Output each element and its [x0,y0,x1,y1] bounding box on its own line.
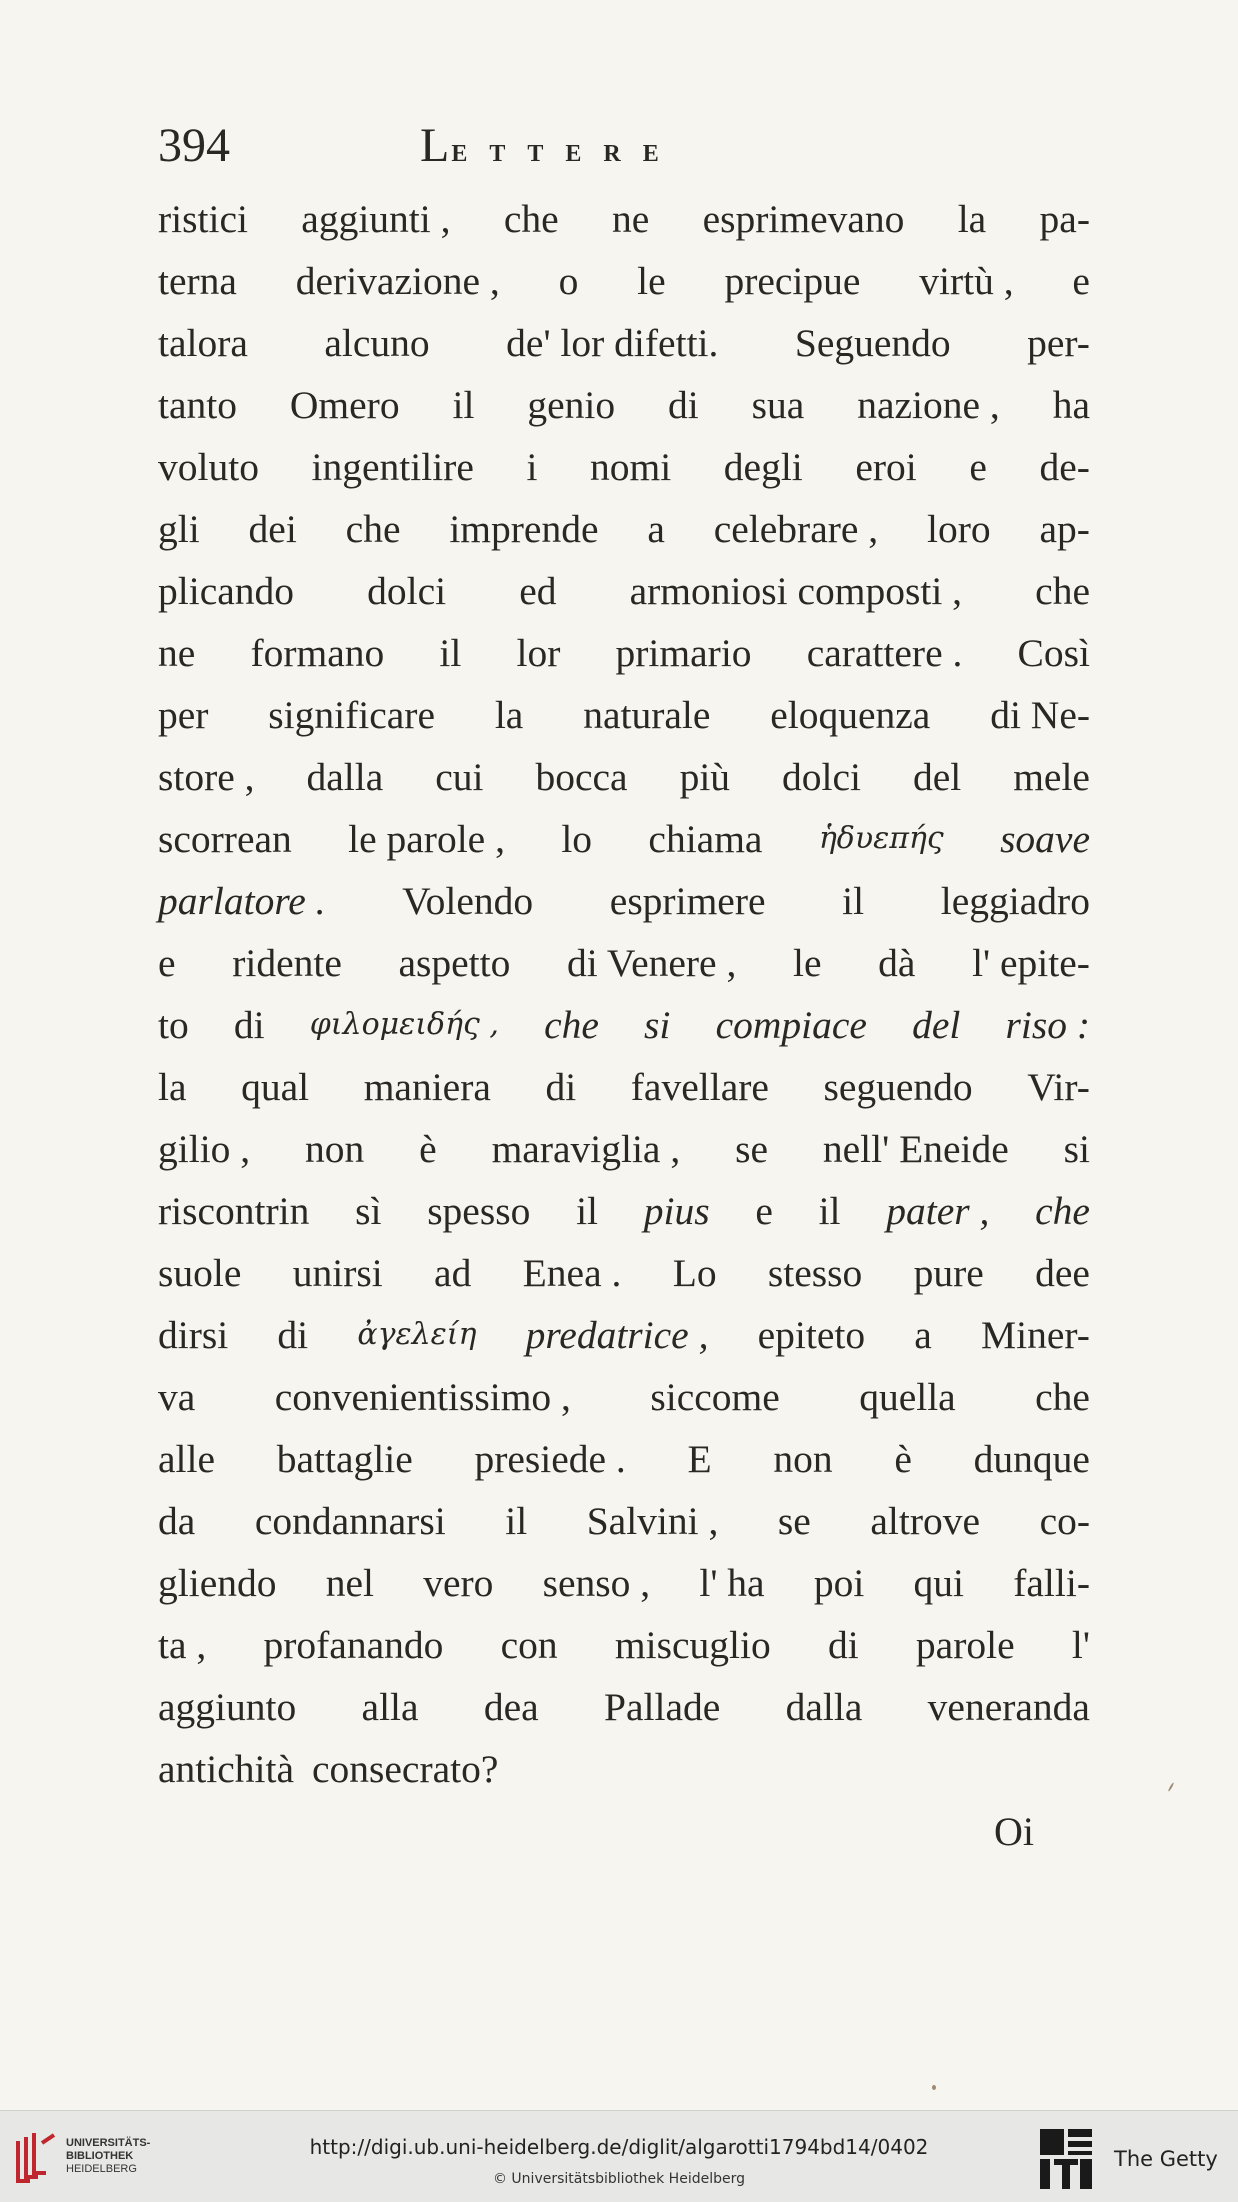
text-word: profanando [263,1623,444,1667]
text-word: maraviglia , [491,1127,681,1171]
text-word: celebrare , [713,507,879,551]
text-word: condannarsi [254,1499,446,1543]
text-line [158,932,1090,994]
text-word: ap- [1039,507,1090,551]
text-word: e [1072,259,1090,303]
text-word: nazione , [857,383,1000,427]
text-word: co- [1039,1499,1090,1543]
text-word: seguendo [823,1065,973,1109]
text-word: ne [158,631,196,675]
text-word: non [305,1127,365,1171]
text-word: o [558,259,579,303]
catchword: Oi [994,1809,1034,1854]
text-line [158,1738,1090,1800]
text-word: ta , [158,1623,207,1667]
permalink-url[interactable]: http://digi.ub.uni-heidelberg.de/diglit/algarotti1794bd14/0402 [309,2135,929,2159]
text-word: vero [423,1561,494,1605]
text-word: nel [325,1561,374,1605]
text-word: con [500,1623,558,1667]
text-word: se [735,1127,768,1171]
text-word: alla [361,1685,419,1729]
text-line [158,312,1090,374]
text-word: Miner- [981,1313,1090,1357]
text-word: se [777,1499,811,1543]
text-word: che [1035,569,1090,613]
text-word: dunque [973,1437,1090,1481]
text-word: che [1035,1189,1090,1233]
text-word: l' [1071,1623,1090,1667]
text-word: dolci [367,569,447,613]
text-word: il [505,1499,528,1543]
text-word: alle [158,1437,216,1481]
text-line [158,560,1090,622]
text-word: aspetto [398,941,511,985]
text-word: Lo [672,1251,717,1295]
text-line [158,746,1090,808]
text-word: lo [561,817,593,861]
text-word: ridente [232,941,342,985]
text-word: di [827,1623,859,1667]
text-word: aggiunti , [301,197,451,241]
text-line [158,1552,1090,1614]
text-word: ne [611,197,650,241]
running-title-rest: ETTERE [451,141,681,167]
text-word: Salvini , [586,1499,719,1543]
paper-speck [932,2085,936,2090]
text-word: sì [355,1189,382,1233]
text-word: genio [527,383,616,427]
text-word: gliendo [158,1561,277,1605]
text-word: il [576,1189,599,1233]
text-word: imprende [449,507,599,551]
text-word: ἡδυεπής [818,821,944,856]
text-word: compiace [715,1003,867,1047]
text-word: store , [158,755,255,799]
text-word: sua [751,383,805,427]
text-word: battaglie [276,1437,413,1481]
text-word: di [668,383,699,427]
text-word: di [233,1003,265,1047]
getty-label: The Getty [1114,2147,1218,2171]
text-word: dalla [785,1685,863,1729]
ub-logo-line-2: BIBLIOTHEK [66,2150,134,2162]
text-word: eroi [855,445,917,489]
text-word: derivazione , [295,259,500,303]
text-word: tanto [158,383,237,427]
text-word: ingentilire [311,445,474,489]
text-word: di Venere , [567,941,737,985]
text-word: il [842,879,865,923]
text-word: Così [1017,631,1090,675]
text-word: soave [1000,817,1090,861]
text-word: per- [1027,321,1090,365]
text-word: plicando [158,569,295,613]
text-word: a [647,507,665,551]
text-word: non [773,1437,833,1481]
text-word: epiteto [757,1313,866,1357]
text-word: che [503,197,559,241]
text-word: altrove [870,1499,981,1543]
text-line [158,1366,1090,1428]
text-word: terna [158,259,237,303]
text-line [158,1242,1090,1304]
text-word: degli [723,445,803,489]
text-word: si [1063,1127,1090,1171]
text-word: armoniosi composti , [629,569,963,613]
text-word: cui [435,755,484,799]
text-word: e [969,445,987,489]
text-word: voluto [158,445,259,489]
text-word: Pallade [604,1685,721,1729]
text-word: dà [878,941,916,985]
viewer-footer [0,2110,1238,2202]
text-word: falli- [1013,1561,1090,1605]
body-text [158,188,1090,1800]
text-word: pius [643,1189,710,1233]
text-word: pa- [1039,197,1090,241]
text-line [158,808,1090,870]
text-word: la [158,1065,187,1109]
text-word: Seguendo [794,321,951,365]
text-word: esprimevano [702,197,905,241]
text-word: consecrato? [312,1747,499,1791]
text-word: Volendo [402,879,534,923]
ub-logo-line-3: HEIDELBERG [66,2163,137,2175]
text-word: Vir- [1027,1065,1090,1109]
text-line [158,250,1090,312]
text-word: del [912,1003,961,1047]
text-word: ed [519,569,557,613]
paper-mark [1168,1782,1175,1792]
text-word: Enea . [522,1251,622,1295]
text-word: veneranda [927,1685,1090,1729]
text-word: favellare [630,1065,769,1109]
text-word: siccome [650,1375,780,1419]
text-word: più [679,755,731,799]
text-line [158,1614,1090,1676]
text-word: le parole , [348,817,505,861]
text-word: riscontrin [158,1189,310,1233]
text-word: riso : [1005,1003,1090,1047]
text-word: è [419,1127,437,1171]
text-word: da [158,1499,196,1543]
text-line [158,622,1090,684]
text-word: loro [927,507,991,551]
text-word: pater , [886,1189,990,1233]
text-word: gilio , [158,1127,251,1171]
text-word: che [544,1003,599,1047]
text-line [158,870,1090,932]
text-word: dalla [306,755,384,799]
text-word: leggiadro [940,879,1090,923]
text-word: significare [268,693,435,737]
text-word: che [345,507,401,551]
text-word: dee [1035,1251,1090,1295]
text-line [158,1304,1090,1366]
text-word: presiede . [474,1437,626,1481]
text-word: il [439,631,462,675]
text-word: a [914,1313,932,1357]
text-word: qual [241,1065,310,1109]
text-word: lor [516,631,561,675]
text-word: aggiunto [158,1685,297,1729]
text-word: formano [250,631,385,675]
text-word: nomi [590,445,672,489]
text-word: stesso [767,1251,863,1295]
text-line [158,1056,1090,1118]
text-line [158,1428,1090,1490]
text-word: per [158,693,209,737]
text-line [158,1118,1090,1180]
text-word: de' lor difetti. [506,321,719,365]
text-word: dea [483,1685,539,1729]
text-word: del [912,755,962,799]
text-line [158,1676,1090,1738]
text-line [158,188,1090,250]
text-word: ha [1052,383,1090,427]
text-word: senso , [542,1561,651,1605]
text-word: ristici [158,197,248,241]
text-line [158,436,1090,498]
text-word: maniera [363,1065,491,1109]
text-word: dolci [782,755,861,799]
text-word: qui [913,1561,964,1605]
text-word: parole [915,1623,1015,1667]
text-word: eloquenza [770,693,931,737]
text-word: di [545,1065,577,1109]
text-word: va [158,1375,196,1419]
text-word: antichità [158,1747,294,1791]
text-line [158,1180,1090,1242]
text-word: poi [813,1561,865,1605]
text-line [158,684,1090,746]
text-word: si [644,1003,671,1047]
text-word: quella [859,1375,956,1419]
text-line [158,994,1090,1056]
text-word: suole [158,1251,242,1295]
text-line [158,498,1090,560]
text-word: de- [1039,445,1090,489]
text-word: carattere . [806,631,963,675]
ub-logo-line-1: UNIVERSITÄTS- [66,2137,151,2149]
text-word: e [158,941,176,985]
text-word: dei [248,507,297,551]
text-word: mele [1013,755,1090,799]
getty-logo-icon [1040,2129,1092,2189]
text-word: l' epite- [972,941,1090,985]
text-word: to [158,1003,189,1047]
text-word: ad [434,1251,472,1295]
text-word: la [957,197,987,241]
text-word: il [452,383,475,427]
text-word: ἀγελείη [357,1317,477,1352]
text-word: dirsi [158,1313,229,1357]
text-word: E [687,1437,712,1481]
text-word: predatrice , [525,1313,709,1357]
text-word: parlatore . [158,879,326,923]
text-word: precipue [724,259,861,303]
text-word: pure [913,1251,984,1295]
text-word: unirsi [292,1251,383,1295]
text-word: di [277,1313,309,1357]
text-word: alcuno [324,321,430,365]
text-word: talora [158,321,248,365]
text-word: virtù , [919,259,1014,303]
text-word: l' ha [699,1561,765,1605]
text-word: naturale [583,693,711,737]
text-word: bocca [535,755,628,799]
running-head [158,118,1098,178]
page-number: 394 [158,119,230,172]
text-word: convenientissimo , [274,1375,571,1419]
text-word: Omero [289,383,400,427]
text-word: φιλομειδής , [309,1007,499,1042]
running-title [420,118,681,173]
text-word: spesso [427,1189,531,1233]
running-title-initial: L [420,119,452,172]
text-word: il [818,1189,841,1233]
text-word: miscuglio [614,1623,771,1667]
text-line [158,374,1090,436]
text-word: esprimere [609,879,766,923]
getty-logo[interactable] [1040,2129,1230,2189]
text-word: scorrean [158,817,292,861]
text-line [158,1490,1090,1552]
copyright-notice: © Universitätsbibliothek Heidelberg [492,2171,745,2187]
text-word: è [894,1437,912,1481]
text-word: la [494,693,524,737]
text-word: che [1035,1375,1090,1419]
text-word: primario [615,631,752,675]
text-word: nell' Eneide [822,1127,1009,1171]
text-word: le [637,259,666,303]
text-word: i [526,445,538,489]
text-word: chiama [648,817,763,861]
text-word: le [792,941,822,985]
text-word: e [755,1189,773,1233]
text-word: di Ne- [990,693,1090,737]
text-word: gli [158,507,200,551]
